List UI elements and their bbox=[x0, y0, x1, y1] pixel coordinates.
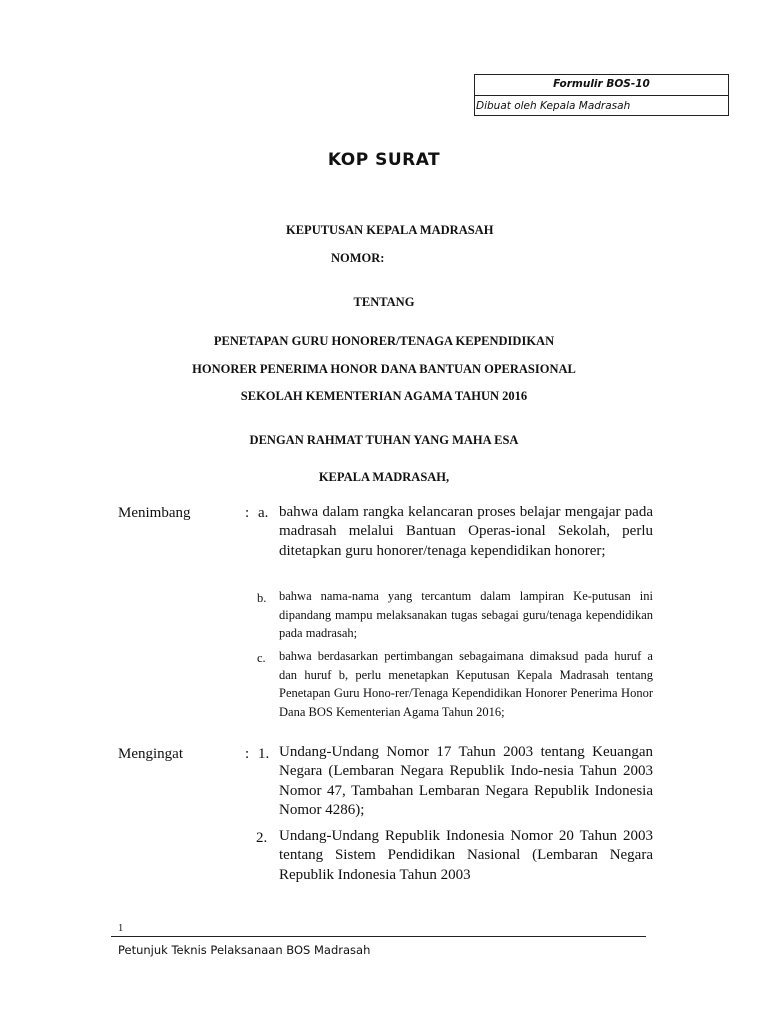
decree-number: NOMOR: bbox=[331, 251, 385, 265]
mengingat-label: Mengingat bbox=[118, 746, 183, 762]
form-code-box bbox=[474, 74, 729, 116]
menimbang-item-b: bahwa nama-nama yang tercantum dalam lampiran Ke-putusan ini dipandang mampu melaksanakan tugas sebagai guru/tenaga kependidikan pada madrasah; bbox=[279, 589, 653, 640]
subject-line-3: SEKOLAH KEMENTERIAN AGAMA TAHUN 2016 bbox=[240, 389, 528, 403]
form-code: Formulir BOS-10 bbox=[475, 75, 728, 96]
issuer-line: KEPALA MADRASAH, bbox=[318, 470, 450, 484]
menimbang-colon: : bbox=[245, 505, 250, 521]
subject-line-2: HONORER PENERIMA HONOR DANA BANTUAN OPERASIONAL bbox=[192, 362, 576, 376]
mengingat-item-1: Undang-Undang Nomor 17 Tahun 2003 tentang Keuangan Negara (Lembaran Negara Republik Indo-nesia Tahun 2003 Nomor 47, Tambahan Lembaran Negara Republik Indonesia Nomor 4286); bbox=[279, 744, 653, 818]
mengingat-marker-2: 2. bbox=[256, 830, 268, 846]
menimbang-label: Menimbang bbox=[118, 505, 191, 521]
kop-surat-heading: KOP SURAT bbox=[327, 150, 441, 170]
mengingat-item-2: Undang-Undang Republik Indonesia Nomor 20 Tahun 2003 tentang Sistem Pendidikan Nasional (Lembaran Negara Republik Indonesia Tahun 2003 bbox=[279, 828, 653, 883]
menimbang-item-a: bahwa dalam rangka kelancaran proses belajar mengajar pada madrasah melalui Bantuan Operas-ional Sekolah, perlu ditetapkan guru honorer/tenaga kependidikan honorer; bbox=[279, 504, 653, 559]
blessing-line: DENGAN RAHMAT TUHAN YANG MAHA ESA bbox=[249, 433, 519, 447]
subject-line-1: PENETAPAN GURU HONORER/TENAGA KEPENDIDIKAN bbox=[213, 334, 555, 348]
footnote-page-number: 1 bbox=[118, 923, 124, 934]
decree-about: TENTANG bbox=[353, 295, 415, 309]
form-made-by: Dibuat oleh Kepala Madrasah bbox=[476, 100, 631, 112]
menimbang-marker-c: c. bbox=[257, 651, 266, 665]
footer-text: Petunjuk Teknis Pelaksanaan BOS Madrasah bbox=[118, 943, 371, 957]
footer-divider bbox=[111, 936, 646, 937]
mengingat-colon: : bbox=[245, 746, 250, 762]
decree-title: KEPUTUSAN KEPALA MADRASAH bbox=[286, 223, 494, 237]
mengingat-marker-1: 1. bbox=[258, 746, 270, 762]
menimbang-marker-a: a. bbox=[258, 505, 269, 521]
menimbang-item-c: bahwa berdasarkan pertimbangan sebagaimana dimaksud pada huruf a dan huruf b, perlu menetapkan Keputusan Kepala Madrasah tentang Penetapan Guru Hono-rer/Tenaga Kependidikan Honorer Penerima Honor Dana BOS Kementerian Agama Tahun 2016; bbox=[279, 649, 653, 719]
menimbang-marker-b: b. bbox=[257, 591, 267, 605]
